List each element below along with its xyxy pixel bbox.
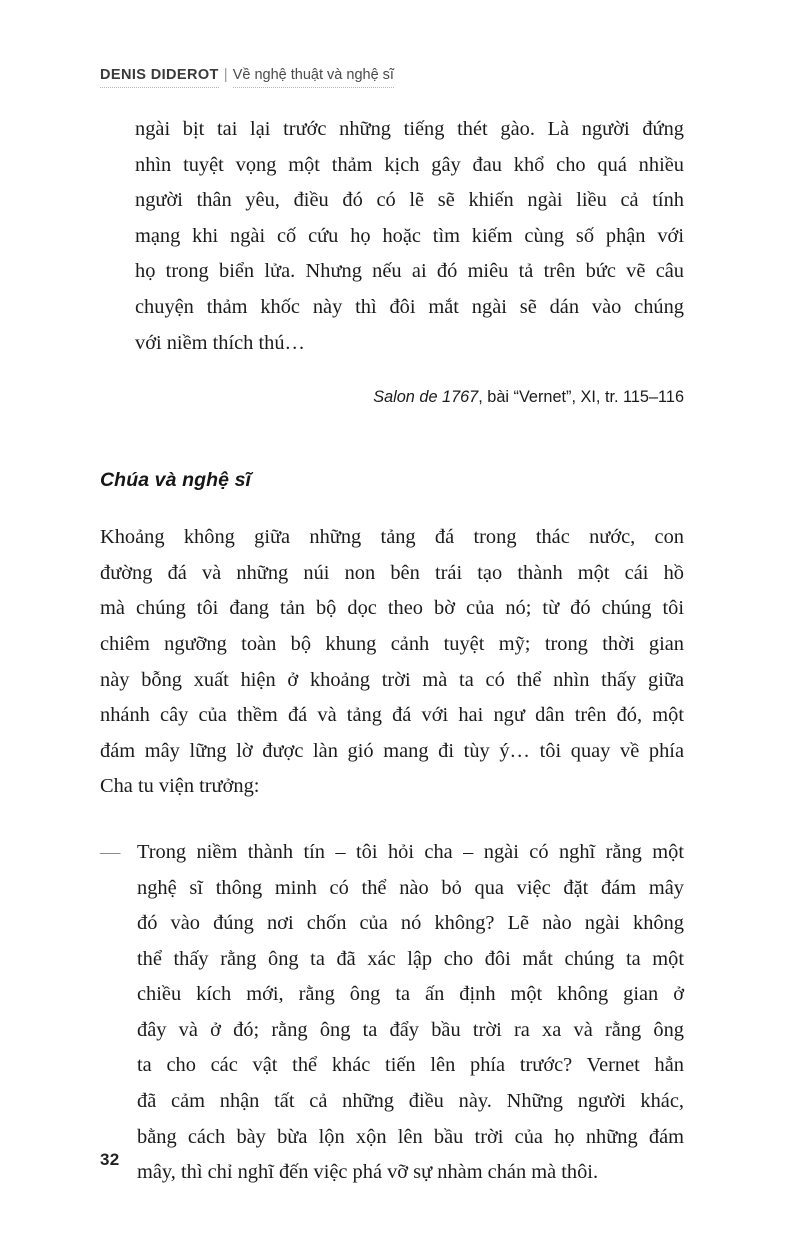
extract-line: người thân yêu, điều đó có lẽ sẽ khiến ngài liều cả tính: [135, 189, 684, 212]
page-number: 32: [100, 1150, 120, 1169]
body-line: đường đá và những núi non bên trái tạo thành một cái hồ: [100, 561, 684, 584]
source-citation: [100, 385, 684, 409]
text-frame: [100, 112, 684, 1191]
extract-line: với niềm thích thú…: [135, 331, 305, 354]
dialogue-line: đã cảm nhận tất cả những điều này. Những người khác,: [137, 1090, 684, 1113]
body-line: này bỗng xuất hiện ở khoảng trời mà ta có thể nhìn thấy giữa: [100, 668, 684, 691]
body-line: mà chúng tôi đang tản bộ dọc theo bờ của nó; từ đó chúng tôi: [100, 597, 684, 620]
body-line: nhánh cây của thềm đá và tảng đá với hai ngư dân trên đó, một: [100, 704, 684, 727]
dialogue-line: ta cho các vật thể khác tiến lên phía trước? Vernet hẳn: [137, 1054, 684, 1077]
dialogue-line: chiều kích mới, rằng ông ta ấn định một không gian ở: [137, 983, 684, 1006]
dialogue-line: mây, thì chỉ nghĩ đến việc phá vỡ sự nhàm chán mà thôi.: [137, 1161, 599, 1184]
em-dash-marker-icon: —: [100, 840, 121, 863]
extract-line: nhìn tuyệt vọng một thảm kịch gây đau khổ cho quá nhiều: [135, 153, 684, 176]
extract-paragraph: [135, 112, 684, 361]
body-line: Cha tu viện trưởng:: [100, 775, 260, 798]
body-line: chiêm ngưỡng toàn bộ khung cảnh tuyệt mỹ; trong thời gian: [100, 632, 684, 655]
running-head-book-title: Về nghệ thuật và nghệ sĩ: [233, 67, 394, 88]
dialogue-line: đó vào đúng nơi chốn của nó không? Lẽ nào ngài không: [137, 912, 684, 935]
dialogue-line: nghệ sĩ thông minh có thể nào bỏ qua việc đặt đám mây: [137, 876, 684, 899]
dialogue-paragraph: [100, 835, 684, 1191]
running-head-author: DENIS DIDEROT: [100, 67, 219, 88]
running-head: [100, 66, 394, 88]
citation-reference: , bài “Vernet”, XI, tr. 115–116: [478, 388, 684, 407]
dialogue-line: thể thấy rằng ông ta đã xác lập cho đôi mắt chúng ta một: [137, 947, 684, 970]
section-heading: Chúa và nghệ sĩ: [100, 469, 252, 492]
extract-line: họ trong biển lửa. Nhưng nếu ai đó miêu tả trên bức vẽ câu: [135, 260, 684, 283]
extract-line: ngài bịt tai lại trước những tiếng thét gào. Là người đứng: [135, 118, 684, 140]
dialogue-line: bằng cách bày bừa lộn xộn lên bầu trời của họ những đám: [137, 1125, 684, 1148]
body-line: Khoảng không giữa những tảng đá trong thác nước, con: [100, 526, 684, 549]
body-line: đám mây lững lờ được làn gió mang đi tùy ý… tôi quay về phía: [100, 739, 684, 762]
extract-line: mạng khi ngài cố cứu họ hoặc tìm kiếm cùng số phận với: [135, 224, 684, 247]
extract-line: chuyện thảm khốc này thì đôi mắt ngài sẽ dán vào chúng: [135, 295, 684, 318]
citation-work-title: Salon de 1767: [373, 388, 479, 407]
dialogue-line: Trong niềm thành tín – tôi hỏi cha – ngài có nghĩ rằng một: [137, 840, 684, 863]
running-head-separator: |: [223, 66, 228, 83]
body-paragraph: [100, 520, 684, 805]
dialogue-line: đây và ở đó; rằng ông ta đẩy bầu trời ra xa và rằng ông: [137, 1018, 684, 1041]
